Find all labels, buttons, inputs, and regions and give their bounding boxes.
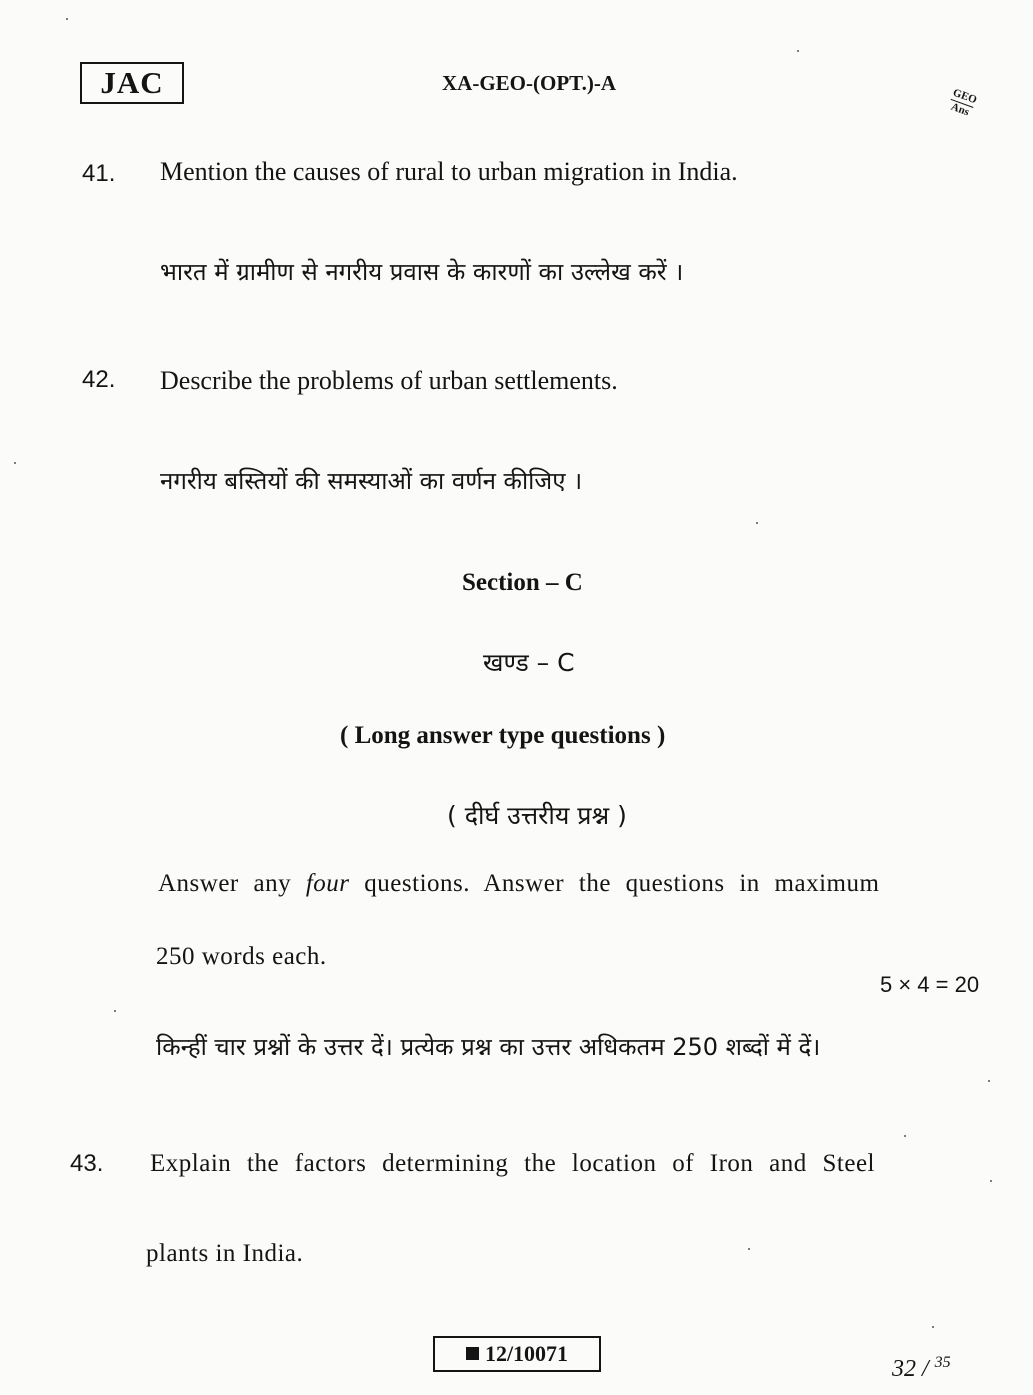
- stamp-bottom: Ans: [949, 100, 971, 119]
- question-text: Mention the causes of rural to urban migration in India.: [160, 157, 738, 186]
- question-number: 43.: [70, 1150, 104, 1177]
- scan-speck: [932, 1326, 934, 1328]
- scan-speck: [990, 1180, 992, 1182]
- corner-stamp: [946, 87, 978, 121]
- instruction-line-2: 250 words each.: [156, 943, 327, 970]
- scan-speck: [14, 462, 16, 464]
- question-number: 42.: [82, 366, 116, 393]
- scan-speck: [904, 1135, 906, 1137]
- stamp-top: GEO: [951, 86, 979, 107]
- scan-speck: [988, 1080, 990, 1082]
- page-number: [892, 1354, 951, 1383]
- question-text-hindi: भारत में ग्रामीण से नगरीय प्रवास के कारणों का उल्लेख करें ।: [160, 258, 684, 286]
- question-text-hindi: नगरीय बस्तियों की समस्याओं का वर्णन कीजिए ।: [160, 467, 583, 495]
- booklet-code: 12/10071: [484, 1341, 569, 1366]
- page-total: 35: [934, 1354, 951, 1371]
- instruction-emphasis: four: [305, 870, 350, 897]
- page-separator: /: [922, 1356, 929, 1382]
- scan-speck: [797, 50, 799, 52]
- page-current: 32: [892, 1356, 916, 1382]
- instruction-hindi: किन्हीं चार प्रश्नों के उत्तर दें। प्रत्येक प्रश्न का उत्तर अधिकतम 250 शब्दों में दें।: [156, 1033, 821, 1061]
- section-title-hindi: खण्ड – C: [483, 648, 575, 677]
- scan-speck: [66, 18, 68, 20]
- marks-allocation: 5 × 4 = 20: [880, 972, 980, 997]
- question-number: 41.: [82, 160, 116, 187]
- question-text: Explain the factors determining the location of Iron and Steel: [150, 1150, 876, 1177]
- section-title: Section – C: [462, 569, 583, 596]
- scan-speck: [748, 1248, 750, 1250]
- jac-logo: JAC: [80, 62, 184, 104]
- instruction-line-1: [158, 870, 879, 898]
- scan-speck: [756, 522, 758, 524]
- question-text-line-2: plants in India.: [146, 1240, 304, 1267]
- scan-speck: [114, 1010, 116, 1012]
- booklet-code-box: [433, 1336, 601, 1372]
- section-subtitle-hindi: ( दीर्घ उत्तरीय प्रश्न ): [447, 801, 627, 830]
- square-bullet-icon: [466, 1347, 479, 1360]
- instruction-text: Answer any: [158, 870, 306, 897]
- question-text: Describe the problems of urban settlements.: [160, 366, 618, 395]
- section-subtitle: ( Long answer type questions ): [340, 722, 666, 749]
- paper-code: XA-GEO-(OPT.)-A: [442, 71, 616, 95]
- instruction-text: questions. Answer the questions in maximum: [349, 870, 880, 897]
